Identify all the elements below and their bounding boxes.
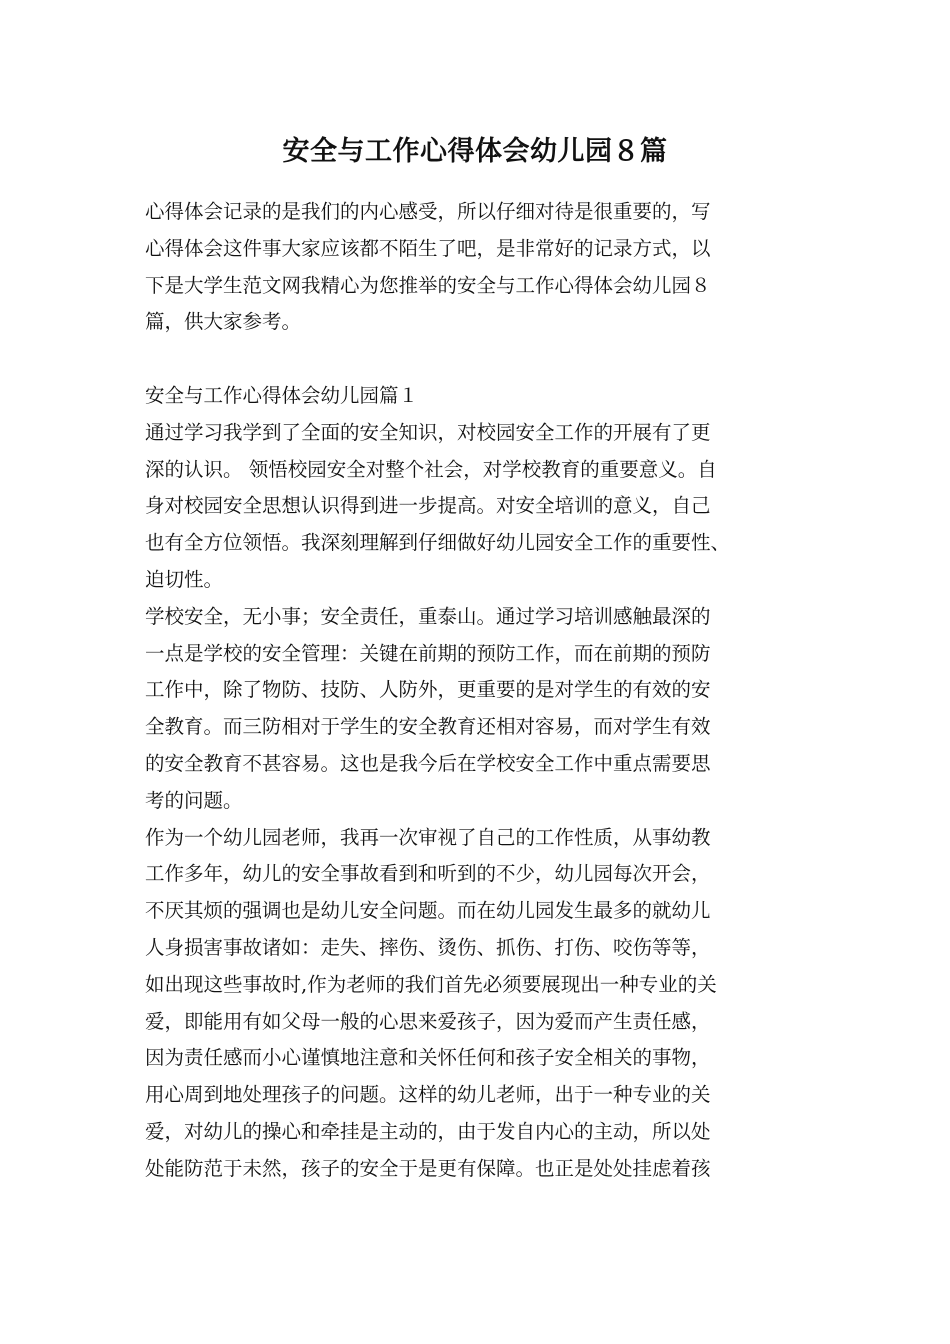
intro-line: 下是大学生范文网我精心为您推举的安全与工作心得体会幼儿园８ — [145, 273, 711, 297]
body-line: 也有全方位领悟。我深刻理解到仔细做好幼儿园安全工作的重要性、 — [145, 531, 731, 555]
body-line: 学校安全，无小事；安全责任，重泰山。通过学习培训感触最深的 — [145, 604, 711, 628]
body-line: 深的认识。 领悟校园安全对整个社会，对学校教育的重要意义。自 — [145, 457, 717, 481]
body-line: 的安全教育不甚容易。这也是我今后在学校安全工作中重点需要思 — [145, 751, 711, 775]
body-line: 身对校园安全思想认识得到进一步提高。对安全培训的意义，自己 — [145, 494, 711, 518]
body-line: 考的问题。 — [145, 788, 243, 812]
body-line: 作为一个幼儿园老师，我再一次审视了自己的工作性质，从事幼教 — [145, 825, 711, 849]
body-line: 爱，即能用有如父母一般的心思来爱孩子，因为爱而产生责任感， — [145, 1009, 711, 1033]
intro-line: 篇，供大家参考。 — [145, 310, 302, 334]
body-line: 工作多年，幼儿的安全事故看到和听到的不少，幼儿园每次开会， — [145, 862, 711, 886]
document-body — [145, 194, 807, 1188]
paragraph-gap — [145, 341, 807, 378]
body-line: 因为责任感而小心谨慎地注意和关怀任何和孩子安全相关的事物， — [145, 1046, 711, 1070]
body-line: 人身损害事故诸如：走失、摔伤、烫伤、抓伤、打伤、咬伤等等， — [145, 935, 711, 959]
body-line: 不厌其烦的强调也是幼儿安全问题。而在幼儿园发生最多的就幼儿 — [145, 899, 711, 923]
body-line: 全教育。而三防相对于学生的安全教育还相对容易，而对学生有效 — [145, 715, 711, 739]
section-heading: 安全与工作心得体会幼儿园篇１ — [145, 383, 419, 407]
body-line: 爱，对幼儿的操心和牵挂是主动的，由于发自内心的主动，所以处 — [145, 1119, 711, 1143]
body-line: 一点是学校的安全管理：关键在前期的预防工作，而在前期的预防 — [145, 641, 711, 665]
body-line: 通过学习我学到了全面的安全知识，对校园安全工作的开展有了更 — [145, 420, 711, 444]
body-line: 如出现这些事故时,作为老师的我们首先必须要展现出一种专业的关 — [145, 972, 717, 996]
intro-line: 心得体会这件事大家应该都不陌生了吧，是非常好的记录方式，以 — [145, 236, 711, 260]
body-line: 用心周到地处理孩子的问题。这样的幼儿老师，出于一种专业的关 — [145, 1083, 711, 1107]
body-line: 工作中，除了物防、技防、人防外，更重要的是对学生的有效的安 — [145, 678, 711, 702]
document-title: 安全与工作心得体会幼儿园８篇 — [282, 136, 668, 167]
intro-line: 心得体会记录的是我们的内心感受，所以仔细对待是很重要的，写 — [145, 200, 711, 223]
body-line: 处能防范于未然，孩子的安全于是更有保障。也正是处处挂虑着孩 — [145, 1156, 711, 1180]
body-line: 迫切性。 — [145, 567, 224, 591]
